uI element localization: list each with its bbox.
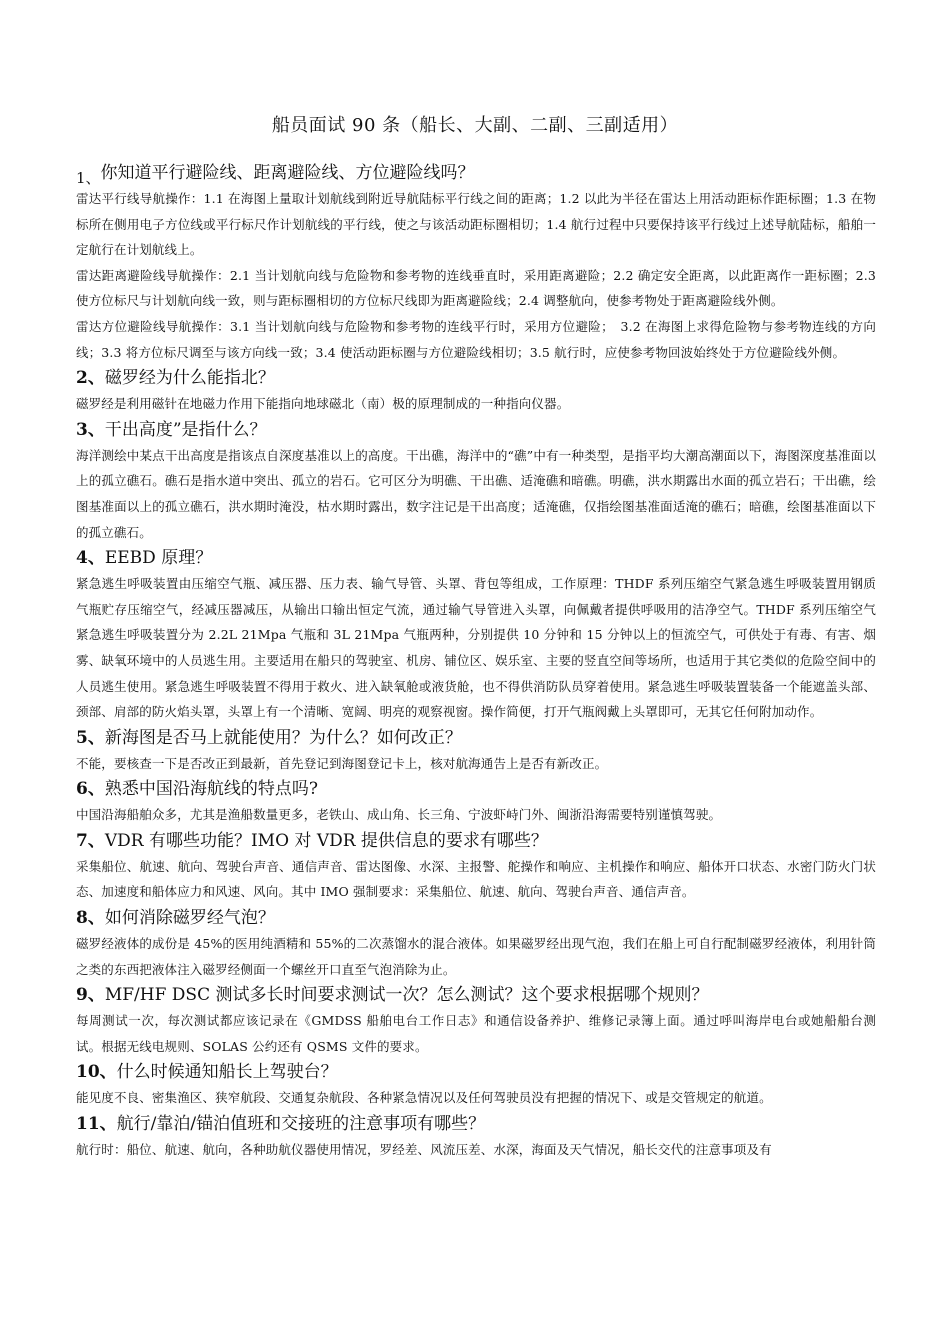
question-number: 7、 [76,830,105,851]
answer-paragraph: 能见度不良、密集渔区、狭窄航段、交通复杂航段、各种紧急情况以及任何驾驶员没有把握的情况下、或是交管规定的航道。 [76,1090,772,1106]
answer-paragraph: 雷达距离避险线导航操作：2.1 当计划航向线与危险物和参考物的连线垂直时，采用距离避险；2.2 确定安全距离，以此距离作一距标圈；2.3 使方位标尺与计划航向线一致，则与距标圈相切的方位标尺线即为距离避险线；2.4 调整航向，使参考物处于距离避险线外侧。 [76,267,876,309]
answer-paragraph: 磁罗经是利用磁针在地磁力作用下能指向地球磁北（南）极的原理制成的一种指向仪器。 [76,396,570,412]
question-text: 如何消除磁罗经气泡？ [104,908,275,929]
question-number: 8、 [76,908,105,929]
question-text: 你知道平行避险线、距离避险线、方位避险线吗？ [100,163,475,183]
answer-paragraph: 磁罗经液体的成份是 45%的医用纯酒精和 55%的二次蒸馏水的混合液体。如果磁罗经出现气泡，我们在船上可自行配制磁罗经液体，利用针筒之类的东西把液体注入磁罗经侧面一个螺丝开口直至气泡消除为止。 [76,936,876,977]
question-heading [76,905,876,931]
question-text: 熟悉中国沿海航线的特点吗? [104,779,318,800]
question-number: 4、 [76,548,105,569]
question-number: 1、 [76,169,101,187]
question-text: 新海图是否马上就能使用？为什么？如何改正？ [104,727,462,748]
document-body [76,160,876,1163]
question-heading [76,776,876,802]
question-text: MF/HF DSC 测试多长时间要求测试一次？怎么测试？这个要求根据哪个规则？ [104,985,709,1006]
question-heading [76,545,876,571]
question-heading [76,160,876,186]
question-heading [76,828,876,854]
question-heading [76,365,876,391]
answer-paragraph: 雷达平行线导航操作：1.1 在海图上量取计划航线到附近导航陆标平行线之间的距离；1.2 以此为半径在雷达上用活动距标作距标圈；1.3 在物标所在侧用电子方位线或平行标尺作计划航线的平行线，使之与该活动距标圈相切；1.4 航行过程中只要保持该平行线过上述导航陆标，船舶一定航行在计划航线上。 [76,191,876,258]
question-text: 航行/靠泊/锚泊值班和交接班的注意事项有哪些？ [116,1114,486,1135]
answer-paragraph: 不能，要核查一下是否改正到最新，首先登记到海图登记卡上，核对航海通告上是否有新改正。 [76,755,608,771]
question-text: 磁罗经为什么能指北？ [104,368,275,389]
question-number: 6、 [76,779,105,800]
question-heading [76,1059,876,1085]
question-number: 9、 [76,985,105,1006]
question-text: EEBD 原理？ [104,548,213,569]
question-number: 5、 [76,727,105,748]
answer-paragraph: 采集船位、航速、航向、驾驶台声音、通信声音、雷达图像、水深、主报警、舵操作和响应、主机操作和响应、船体开口状态、水密门防火门状态、加速度和船体应力和风速、风向。其中 IMO 强制要求：采集船位、航速、航向、驾驶台声音、通信声音。 [76,858,876,900]
question-text: 干出高度”是指什么？ [104,419,267,440]
question-heading [76,417,876,443]
question-number: 3、 [76,419,105,440]
question-number: 10、 [76,1062,117,1083]
answer-paragraph: 每周测试一次，每次测试都应该记录在《GMDSS 船舶电台工作日志》和通信设备养护、维修记录簿上面。通过呼叫海岸电台或她船船台测试。根据无线电规则、SOLAS 公约还有 QSMS 文件的要求。 [76,1013,876,1054]
question-heading [76,1111,876,1137]
answer-paragraph: 海洋测绘中某点干出高度是指该点自深度基准以上的高度。干出礁，海洋中的“礁”中有一种类型，是指平均大潮高潮面以下，海图深度基准面以上的孤立礁石。礁石是指水道中突出、孤立的岩石。它可区分为明礁、干出礁、适淹礁和暗礁。明礁，洪水期露出水面的孤立岩石；干出礁，绘图基准面以上的孤立礁石，洪水期时淹没，枯水期时露出，数字注记是干出高度；适淹礁，仅指绘图基准面适淹的礁石；暗礁，绘图基准面以下的孤立礁石。 [76,447,876,540]
answer-paragraph: 中国沿海船舶众多，尤其是渔船数量更多，老铁山、成山角、长三角、宁波虾峙门外、闽浙沿海需要特别谨慎驾驶。 [76,807,722,823]
answer-paragraph: 航行时：船位、航速、航向，各种助航仪器使用情况，罗经差、风流压差、水深，海面及天气情况，船长交代的注意事项及有 [76,1142,772,1158]
question-text: 什么时候通知船长上驾驶台？ [116,1062,338,1083]
question-heading [76,725,876,751]
question-text: VDR 有哪些功能？IMO 对 VDR 提供信息的要求有哪些？ [104,830,548,851]
question-number: 2、 [76,368,105,389]
question-number: 11、 [76,1114,117,1135]
question-heading [76,982,876,1008]
answer-paragraph: 雷达方位避险线导航操作：3.1 当计划航向线与危险物和参考物的连线平行时，采用方位避险； 3.2 在海图上求得危险物与参考物连线的方向线；3.3 将方位标尺调至与该方向线一致；3.4 使活动距标圈与方位避险线相切；3.5 航行时，应使参考物回波始终处于方位避险线外侧。 [76,318,876,360]
document-title: 船员面试 90 条（船长、大副、二副、三副适用） [271,115,679,136]
answer-paragraph: 紧急逃生呼吸装置由压缩空气瓶、减压器、压力表、输气导管、头罩、背包等组成，工作原理：THDF 系列压缩空气紧急逃生呼吸装置用钢质气瓶贮存压缩空气，经减压器减压，从输出口输出恒定气流，通过输气导管进入头罩，向佩戴者提供呼吸用的洁净空气。THDF 系列压缩空气紧急逃生呼吸装置分为 2.2L 21Mpa 气瓶和 3L 21Mpa 气瓶两种，分别提供 10 分钟和 15 分钟以上的恒流空气，可供处于有毒、有害、烟雾、缺氧环境中的人员逃生用。主要适用在船只的驾驶室、机房、铺位区、娱乐室、主要的竖直空间等场所，也适用于其它类似的危险空间中的人员逃生使用。紧急逃生呼吸装置不得用于救火、进入缺氧舱或液货舱，也不得供消防队员穿着使用。紧急逃生呼吸装置装备一个能遮盖头部、颈部、肩部的防火焰头罩，头罩上有一个清晰、宽阔、明亮的观察视窗。操作简便，打开气瓶阀戴上头罩即可，无其它任何附加动作。 [76,576,876,720]
